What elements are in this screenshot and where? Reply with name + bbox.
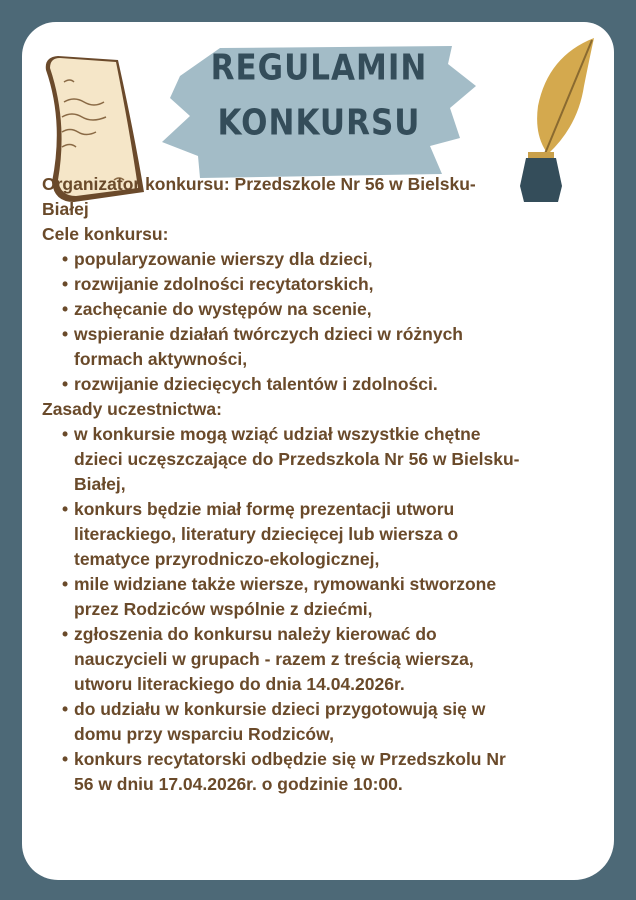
list-item-line: • popularyzowanie wierszy dla dzieci, (74, 249, 373, 269)
title-line-2: KONKURSU (217, 102, 421, 144)
list-item (62, 622, 602, 697)
list-item-line: • mile widziane także wiersze, rymowanki stworzone (74, 574, 497, 594)
list-item-line: • zgłoszenia do konkursu należy kierować do (74, 624, 437, 644)
list-item-line: • do udziału w konkursie dzieci przygotowują się w (74, 699, 486, 719)
list-item-line: • konkurs recytatorski odbędzie się w Przedszkolu Nr (74, 749, 506, 769)
goals-list (42, 247, 602, 397)
list-item (62, 497, 602, 572)
list-item-line: • rozwijanie zdolności recytatorskich, (74, 274, 374, 294)
list-item-line: przez Rodziców wspólnie z dziećmi, (74, 599, 373, 619)
list-item-line: 56 w dniu 17.04.2026r. o godzinie 10:00. (74, 774, 403, 794)
title-line-1: REGULAMIN (210, 47, 428, 89)
organizer-line-1: Organizator konkursu: Przedszkole Nr 56 w Bielsku- (42, 174, 476, 194)
list-item-line: • wspieranie działań twórczych dzieci w różnych (74, 324, 463, 344)
list-item-line: domu przy wsparciu Rodziców, (74, 724, 334, 744)
list-item-line: nauczycieli w grupach - razem z treścią wiersza, (74, 649, 474, 669)
list-item (62, 572, 602, 622)
list-item-line: • konkurs będzie miał formę prezentacji utworu (74, 499, 455, 519)
rules-list (42, 422, 602, 797)
list-item (62, 297, 602, 322)
regulations-content (42, 172, 602, 797)
list-item (62, 272, 602, 297)
list-item (62, 422, 602, 497)
list-item-line: • rozwijanie dziecięcych talentów i zdolności. (74, 374, 438, 394)
goals-heading: Cele konkursu: (42, 224, 169, 244)
list-item (62, 372, 602, 397)
organizer-line-2: Białej (42, 199, 89, 219)
list-item (62, 247, 602, 272)
list-item-line: • w konkursie mogą wziąć udział wszystkie chętne (74, 424, 481, 444)
list-item-line: tematyce przyrodniczo-ekologicznej, (74, 549, 380, 569)
list-item-line: dzieci uczęszczające do Przedszkola Nr 56 w Bielsku- (74, 449, 520, 469)
list-item-line: literackiego, literatury dziecięcej lub wiersza o (74, 524, 459, 544)
list-item (62, 747, 602, 797)
list-item-line: formach aktywności, (74, 349, 248, 369)
list-item (62, 697, 602, 747)
list-item (62, 322, 602, 372)
list-item-line: Białej, (74, 474, 126, 494)
rules-heading: Zasady uczestnictwa: (42, 399, 222, 419)
list-item-line: utworu literackiego do dnia 14.04.2026r. (74, 674, 405, 694)
list-item-line: • zachęcanie do występów na scenie, (74, 299, 372, 319)
